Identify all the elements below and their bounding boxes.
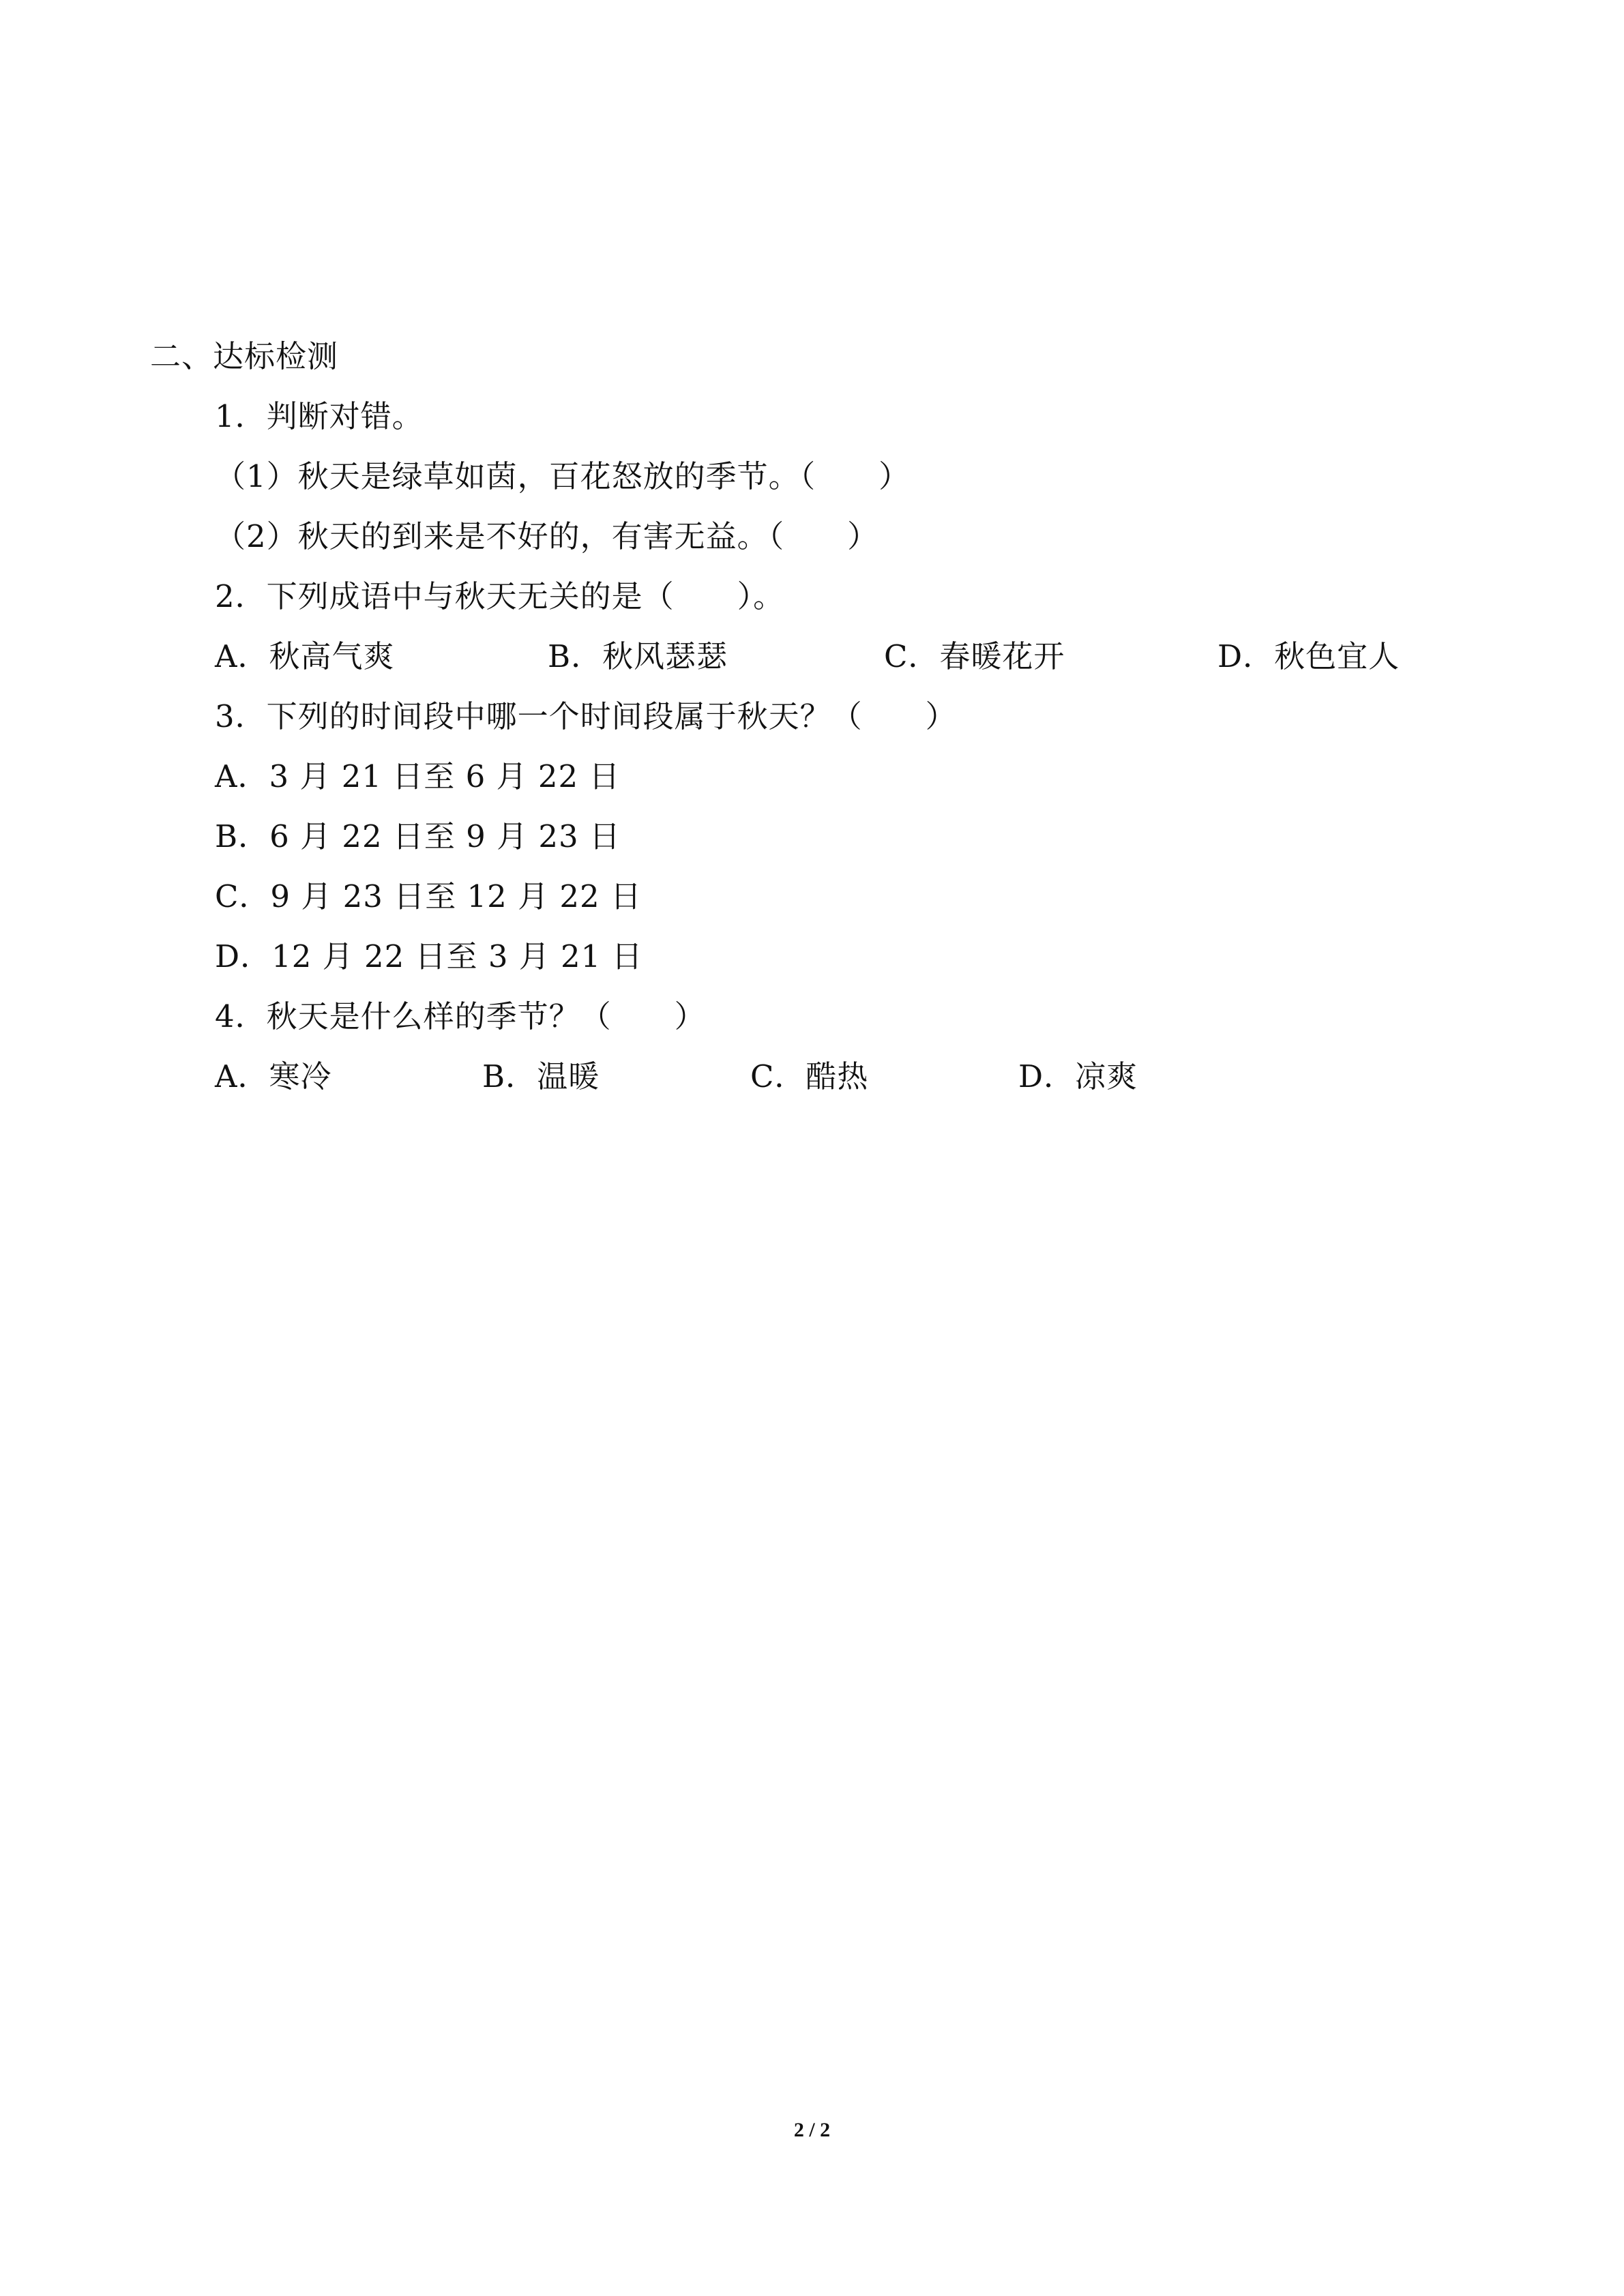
question-1-stem: 1．判断对错。	[215, 398, 424, 434]
page-number: 2 / 2	[793, 2119, 831, 2141]
question-3-option-c: C．9 月 23 日至 12 月 22 日	[215, 878, 642, 914]
question-4-stem: 4．秋天是什么样的季节？（ ）	[215, 998, 706, 1034]
question-3-option-b: B．6 月 22 日至 9 月 23 日	[215, 818, 621, 854]
question-3-option-a: A．3 月 21 日至 6 月 22 日	[215, 758, 621, 794]
question-2-option-d: D．秋色宜人	[1217, 638, 1400, 674]
question-4-option-a: A．寒冷	[215, 1058, 332, 1094]
question-4-option-d: D．凉爽	[1018, 1058, 1138, 1094]
question-1-item-2: （2）秋天的到来是不好的，有害无益。（ ）	[215, 518, 879, 554]
question-2-option-b: B．秋风瑟瑟	[548, 638, 728, 674]
question-3-option-d: D．12 月 22 日至 3 月 21 日	[215, 938, 643, 974]
question-2-option-a: A．秋高气爽	[215, 638, 395, 674]
question-3-stem: 3．下列的时间段中哪一个时间段属于秋天？（ ）	[215, 698, 957, 734]
section-title: 二、达标检测	[150, 338, 339, 374]
question-2-stem: 2．下列成语中与秋天无关的是（ ）。	[215, 578, 785, 614]
question-2-option-c: C．春暖花开	[884, 638, 1065, 674]
question-4-option-c: C．酷热	[750, 1058, 869, 1094]
question-1-item-1: （1）秋天是绿草如茵，百花怒放的季节。（ ）	[215, 458, 911, 494]
question-4-option-b: B．温暖	[482, 1058, 600, 1094]
